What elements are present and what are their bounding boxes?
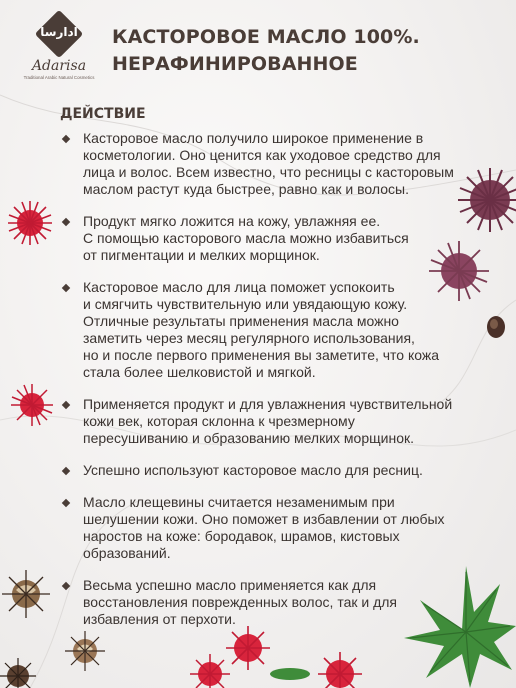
bullet-text-line: восстановления поврежденных волос, так и для: [83, 594, 398, 610]
title-line-1: КАСТОРОВОЕ МАСЛО 100%.: [112, 26, 420, 48]
castor-fruit-purple-icon: [452, 160, 516, 240]
section-heading: ДЕЙСТВИЕ: [60, 106, 146, 122]
logo-arabic-text: ادارسا: [40, 25, 78, 39]
diamond-bullet-icon: [62, 582, 70, 590]
title-line-2: НЕРАФИНИРОВАННОЕ: [112, 53, 358, 75]
bullet-text-line: шелушении кожи. Оно поможет в избавлении от любых: [83, 511, 445, 527]
bullet-text-line: Касторовое масло получило широкое применение в: [83, 130, 424, 146]
brand-logo: [22, 12, 96, 88]
dried-castor-pod-icon: [0, 566, 56, 622]
bullet-text-line: Касторовое масло для лица поможет успокоить: [83, 279, 395, 295]
list-item: [60, 130, 460, 198]
bullet-text-line: маслом растут куда быстрее, равно как и волосы.: [83, 181, 409, 197]
bullet-text-line: косметологии. Оно ценится как уходовое средство для: [83, 147, 441, 163]
bullet-text-line: Применяется продукт и для увлажнения чувствительной: [83, 396, 453, 412]
diamond-bullet-icon: [62, 499, 70, 507]
bullet-text-line: Масло клещевины считается незаменимым при: [83, 494, 395, 510]
list-item: [60, 213, 460, 264]
list-item: [60, 279, 460, 381]
list-item: [60, 462, 460, 479]
castor-fruit-red-icon: [0, 195, 60, 255]
list-item: [60, 396, 460, 447]
bullet-text-line: стала более шелковистой и мягкой.: [83, 364, 316, 380]
bullet-text-line: С помощью касторового масла можно избавиться: [83, 230, 409, 246]
diamond-bullet-icon: [62, 467, 70, 475]
bullet-text-line: и смягчить чувствительную или увядающую кожу.: [83, 296, 408, 312]
bullet-text-line: Весьма успешно масло применяется как для: [83, 577, 377, 593]
page-title: [112, 24, 502, 78]
castor-fruit-red-icon: [0, 375, 60, 435]
castor-seed-icon: [484, 314, 508, 340]
dried-castor-pod-icon: [0, 648, 50, 688]
bullet-text-line: наростов на коже: бородавок, шрамов, кистовых: [83, 528, 400, 544]
logo-name: Adarisa: [31, 58, 87, 74]
bullet-text-line: Отличные результаты применения масла можно: [83, 313, 399, 329]
diamond-bullet-icon: [62, 218, 70, 226]
bullet-text-line: от пигментации и мелких морщинок.: [83, 247, 320, 263]
bullet-text-line: кожи век, которая склонна к чрезмерному: [83, 413, 355, 429]
diamond-bullet-icon: [62, 401, 70, 409]
diamond-bullet-icon: [62, 284, 70, 292]
diamond-bullet-icon: [62, 135, 70, 143]
bullet-text-line: пересушиванию и образованию мелких морщинок.: [83, 430, 415, 446]
bullet-text-line: образований.: [83, 545, 171, 561]
list-item: [60, 494, 460, 562]
bullet-text-line: Продукт мягко ложится на кожу, увлажняя ее.: [83, 213, 381, 229]
list-item: [60, 577, 460, 628]
bullet-text-line: заметить через месяц регулярного использования,: [83, 330, 415, 346]
bullet-text-line: но и после первого применения вы заметите, что кожа: [83, 347, 440, 363]
bullet-text-line: лица и волос. Всем известно, что ресницы с касторовым: [83, 164, 454, 180]
bullet-list: [60, 130, 460, 643]
logo-tagline: Traditional Arabic Natural Cosmetics: [23, 75, 95, 80]
bullet-text-line: Успешно используют касторовое масло для ресниц.: [83, 462, 423, 478]
bullet-text-line: избавления от перхоти.: [83, 611, 236, 627]
